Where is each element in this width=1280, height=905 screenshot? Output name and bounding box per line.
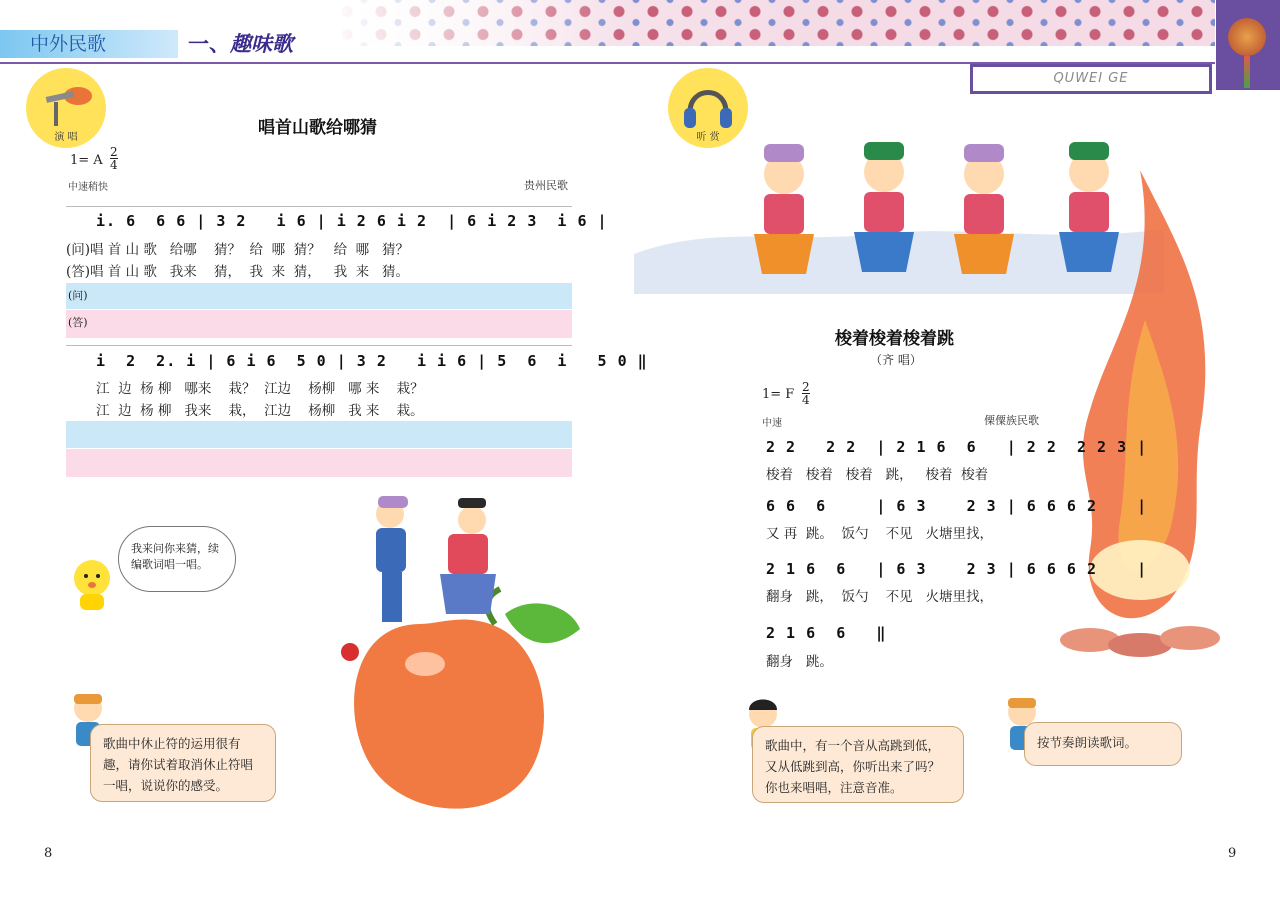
notes-row4-right: 2 1 6 6 ‖ [766, 624, 887, 642]
blank-band-question-1: (问) [66, 283, 572, 309]
blank-band-answer-1: (答) [66, 310, 572, 338]
key-signature-right: 1= F [762, 387, 795, 402]
page-number-left: 8 [44, 846, 53, 861]
lyric-answer-line1: (答)唱 首 山 歌 我来 猜， 我 来 猜， 我 来 猜。 [66, 264, 410, 280]
tempo-left: 中速稍快 [68, 182, 108, 193]
staff-middle-left [66, 345, 572, 346]
tip-bubble-right-1: 歌曲中，有一个音从高跳到低，又从低跳到高，你听出来了吗？你也来唱唱，注意音准。 [752, 726, 964, 803]
staff-top-left [66, 206, 572, 207]
notes-row1-right: 2 2 2 2 | 2 1 6 6 | 2 2 2 2 3 | [766, 438, 1148, 456]
blank-band-question-2 [66, 421, 572, 448]
notes-line2-left: i 2 2. i | 6 i 6 5 0 | 3 2 i i 6 | 5 6 i 5 0 ‖ [96, 352, 648, 370]
section-tab: 中外民歌 [0, 30, 178, 58]
origin-right: 傈僳族民歌 [984, 414, 1039, 427]
tempo-right: 中速 [762, 418, 782, 429]
blank-band-answer-2 [66, 449, 572, 477]
chapter-name: 趣味歌 [230, 31, 293, 56]
page-number-right: 9 [1228, 846, 1237, 861]
key-signature-left: 1= A [70, 153, 103, 168]
listen-badge-label: 听 赏 [696, 132, 720, 143]
tip-bubble-left: 歌曲中休止符的运用很有趣，请你试着取消休止符唱一唱，说说你的感受。 [90, 724, 276, 802]
origin-left: 贵州民歌 [524, 179, 568, 192]
lyric-row4-right: 翻身 跳。 [766, 654, 833, 670]
chick-mascot-icon [66, 556, 120, 612]
tassel-icon [1244, 56, 1250, 88]
song-title-right: 梭着梭着梭着跳 [835, 329, 954, 349]
lyric-row1-right: 梭着 梭着 梭着 跳， 梭着 梭着 [766, 467, 989, 483]
ornament-icon [1228, 18, 1266, 56]
notes-row3-right: 2 1 6 6 | 6 3 2 3 | 6 6 6 2 | [766, 560, 1148, 578]
song-title-left: 唱首山歌给哪猜 [258, 118, 377, 138]
performance-type: （齐 唱） [870, 353, 922, 367]
sing-badge-label: 演 唱 [54, 132, 78, 143]
chapter-title [188, 28, 293, 58]
lyric-row3-right: 翻身 跳， 饭勺 不见 火塘里找， [766, 589, 993, 605]
speech-bubble: 我来问你来猜，续编歌词唱一唱。 [118, 526, 236, 592]
lyric-question-line1: (问)唱 首 山 歌 给哪 猜？ 给 哪 猜？ 给 哪 猜？ [66, 242, 410, 258]
header-pattern-fade [330, 0, 630, 46]
notes-row2-right: 6 6 6 | 6 3 2 3 | 6 6 6 2 | [766, 497, 1148, 515]
chapter-number: 一、 [188, 31, 230, 56]
time-signature-left: 2 4 [110, 145, 118, 172]
campfire-flame-illustration [1050, 170, 1230, 660]
lyric-line2-verse2: 江 边 杨 柳 我来 栽， 江边 杨柳 我 来 栽。 [96, 403, 424, 419]
kids-on-apple-illustration [330, 494, 590, 824]
notes-line1-left: i. 6 6 6 | 3 2 i 6 | i 2 6 i 2 | 6 i 2 3 i 6 | [96, 212, 608, 230]
pinyin-box: QUWEI GE [970, 64, 1212, 94]
lyric-row2-right: 又 再 跳。 饭勺 不见 火塘里找， [766, 526, 993, 542]
tip-bubble-right-2: 按节奏朗读歌词。 [1024, 722, 1182, 766]
time-signature-right: 2 4 [802, 380, 810, 407]
lyric-line2-verse1: 江 边 杨 柳 哪来 栽？ 江边 杨柳 哪 来 栽？ [96, 381, 424, 397]
